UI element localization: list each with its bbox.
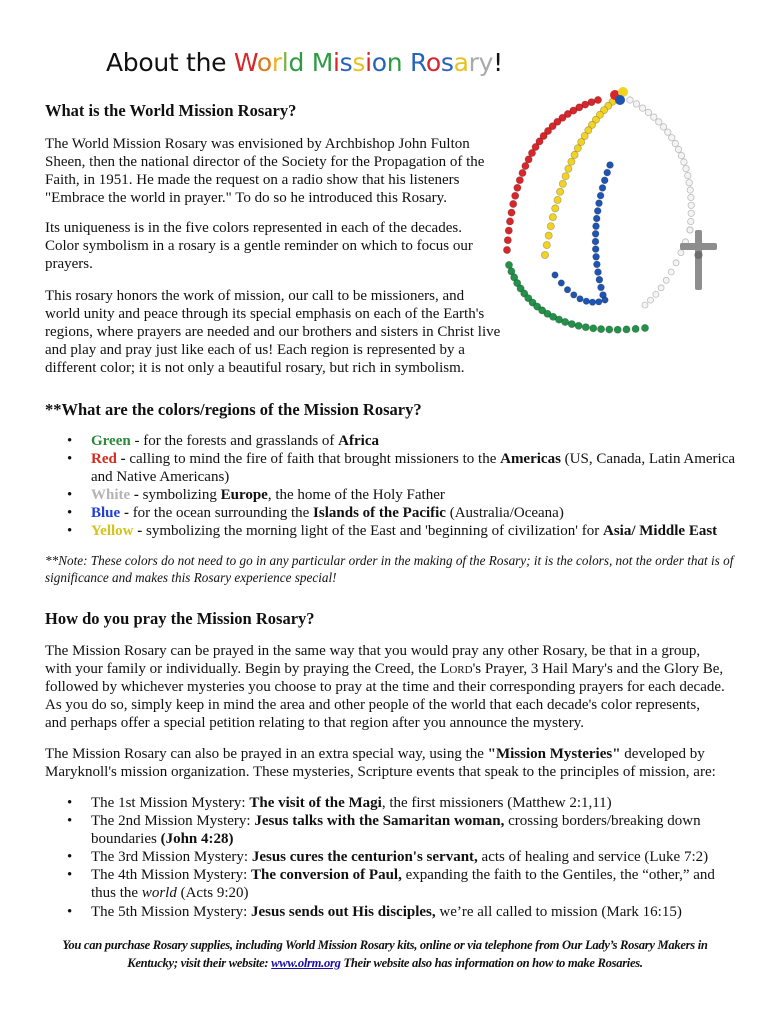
red-bead bbox=[514, 184, 521, 191]
blue-bead bbox=[599, 185, 606, 192]
page-title bbox=[106, 48, 503, 77]
mission-mystery-item bbox=[45, 812, 725, 848]
white-bead bbox=[642, 302, 648, 308]
title-letter bbox=[402, 48, 410, 77]
mission-mystery-item bbox=[45, 794, 725, 812]
title-letter: o bbox=[425, 48, 441, 77]
white-bead bbox=[673, 260, 679, 266]
green-bead bbox=[598, 326, 605, 333]
blue-bead bbox=[596, 276, 603, 283]
white-bead bbox=[627, 97, 633, 103]
text-run: Jesus sends out His disciples, bbox=[251, 903, 436, 920]
yellow-bead bbox=[565, 165, 572, 172]
green-bead bbox=[641, 324, 648, 331]
title-letter: r bbox=[271, 48, 282, 77]
text-run: , the first missioners (Matthew 2:1,11) bbox=[381, 795, 612, 811]
mission-mysteries-paragraph bbox=[45, 745, 725, 781]
white-bead bbox=[656, 119, 662, 125]
yellow-bead bbox=[559, 180, 566, 187]
blue-bead bbox=[592, 238, 599, 245]
red-bead bbox=[504, 237, 511, 244]
white-bead bbox=[633, 101, 639, 107]
text-run: Blue bbox=[91, 505, 121, 522]
text-run: we’re all called to mission (Mark 16:15) bbox=[435, 903, 682, 920]
white-bead bbox=[672, 140, 678, 146]
blue-bead bbox=[594, 208, 601, 215]
title-letter: s bbox=[352, 48, 366, 77]
mission-mystery-item bbox=[45, 866, 725, 902]
title-letter: M bbox=[311, 48, 333, 77]
white-bead bbox=[665, 129, 671, 135]
text-run: The Mission Rosary can be prayed in the same way that you would pray any other Rosary, be that in a group, with your family or individually. Begin by praying the Creed, the bbox=[45, 643, 701, 678]
yellow-bead bbox=[543, 242, 550, 249]
red-bead bbox=[503, 246, 510, 253]
title-suffix: ! bbox=[493, 48, 503, 77]
colors-note: **Note: These colors do not need to go in any particular order in the making of the Rosary; it is the colors, not the order that is of significance and makes this Rosary experience special! bbox=[45, 553, 734, 585]
yellow-bead bbox=[549, 214, 556, 221]
green-bead bbox=[614, 326, 621, 333]
text-run: (Acts 9:20) bbox=[176, 885, 249, 902]
white-bead bbox=[678, 250, 684, 256]
text-run: "Mission Mysteries" bbox=[487, 746, 621, 762]
title-colored-letters bbox=[234, 48, 493, 77]
white-bead bbox=[663, 277, 669, 283]
text-run: White bbox=[91, 487, 131, 504]
blue-bead bbox=[601, 177, 608, 184]
green-bead bbox=[568, 321, 575, 328]
title-letter: s bbox=[440, 48, 454, 77]
text-run: The Mission Rosary can also be prayed in an extra special way, using the bbox=[45, 746, 488, 762]
text-run: Jesus talks with the Samaritan woman, bbox=[254, 813, 505, 830]
blue-bead bbox=[593, 215, 600, 222]
white-bead bbox=[688, 202, 694, 208]
blue-bead bbox=[592, 230, 599, 237]
red-bead bbox=[510, 200, 517, 207]
red-bead bbox=[505, 227, 512, 234]
title-letter: W bbox=[233, 48, 257, 77]
red-bead bbox=[508, 209, 515, 216]
text-run: (Australia/Oceana) bbox=[445, 505, 564, 522]
yellow-bead bbox=[547, 223, 554, 230]
text-run: calling to mind the fire of faith that brought missioners to the bbox=[129, 451, 501, 468]
white-bead bbox=[639, 105, 645, 111]
blue-bead bbox=[596, 299, 602, 305]
blue-bead bbox=[558, 280, 564, 286]
white-bead bbox=[660, 124, 666, 130]
white-bead bbox=[651, 114, 657, 120]
green-bead bbox=[562, 318, 569, 325]
blue-bead bbox=[592, 246, 599, 253]
intro-paragraph: The World Mission Rosary was envisioned by Archbishop John Fulton Sheen, then the national director of the Society for the Propagation of the Faith, in 1951. He made the request on a radio show that his listeners "Embrace the world in prayer." To do so he introduced this Rosary. bbox=[45, 136, 485, 207]
text-run: Asia/ Middle East bbox=[603, 523, 718, 540]
text-run: Lord bbox=[440, 661, 473, 678]
yellow-bead bbox=[574, 145, 581, 152]
text-run: The visit of the Magi bbox=[249, 795, 382, 811]
title-letter: y bbox=[478, 48, 494, 77]
text-run: acts of healing and service (Luke 7:2) bbox=[477, 849, 709, 866]
title-letter bbox=[304, 48, 312, 77]
white-bead bbox=[678, 152, 684, 158]
text-run: - bbox=[133, 523, 146, 540]
white-bead bbox=[687, 227, 693, 233]
text-run: - bbox=[116, 451, 130, 468]
blue-bead bbox=[593, 223, 600, 230]
world-mission-rosary-illustration bbox=[495, 80, 735, 365]
yellow-bead bbox=[554, 196, 561, 203]
section-heading-what-is: What is the World Mission Rosary? bbox=[45, 101, 297, 120]
blue-bead bbox=[552, 272, 558, 278]
colors-regions-list bbox=[45, 432, 745, 541]
uniqueness-paragraph: Its uniqueness is in the five colors represented in each of the decades. Color symbolism in a rosary is a gentle reminder on which to focus our prayers. bbox=[45, 220, 473, 273]
color-region-item bbox=[45, 504, 745, 522]
blue-bead bbox=[593, 253, 600, 260]
text-run: Africa bbox=[338, 433, 379, 449]
white-bead bbox=[685, 172, 691, 178]
purchase-footer bbox=[40, 937, 730, 972]
footer-text-after: Their website also has information on how to make Rosaries. bbox=[340, 955, 643, 970]
white-bead bbox=[687, 187, 693, 193]
green-bead bbox=[575, 322, 582, 329]
our-father-bead bbox=[615, 95, 625, 105]
text-run: Red bbox=[91, 451, 117, 468]
color-region-item bbox=[45, 486, 745, 504]
text-run: (John 4:28) bbox=[160, 831, 234, 848]
blue-bead bbox=[597, 192, 604, 199]
green-bead bbox=[590, 325, 597, 332]
white-bead bbox=[653, 291, 659, 297]
text-run: Yellow bbox=[91, 523, 134, 540]
red-bead bbox=[522, 162, 529, 169]
white-bead bbox=[675, 146, 681, 152]
red-bead bbox=[519, 169, 526, 176]
blue-bead bbox=[583, 298, 589, 304]
title-letter: d bbox=[288, 48, 305, 77]
text-run: The 5th Mission Mystery: bbox=[91, 903, 251, 920]
text-run: Americas bbox=[500, 451, 561, 468]
color-region-item bbox=[45, 450, 745, 486]
blue-bead bbox=[577, 296, 583, 302]
blue-bead bbox=[607, 162, 614, 169]
color-region-item bbox=[45, 432, 745, 450]
blue-bead bbox=[604, 169, 611, 176]
text-run: - bbox=[130, 487, 143, 504]
text-run: world bbox=[141, 885, 177, 902]
text-run: developed by Maryknoll's mission organization. These mysteries, Scripture events that speak to the principles of mission, are: bbox=[45, 746, 716, 781]
yellow-bead bbox=[571, 151, 578, 158]
red-bead bbox=[506, 218, 513, 225]
green-bead bbox=[606, 326, 613, 333]
text-run: Green bbox=[91, 433, 131, 449]
yellow-bead bbox=[557, 188, 564, 195]
section-heading-colors: **What are the colors/regions of the Mission Rosary? bbox=[45, 400, 422, 419]
how-to-pray-paragraph bbox=[45, 642, 725, 732]
title-letter: i bbox=[365, 48, 372, 77]
mission-mystery-item bbox=[45, 848, 725, 866]
blue-bead bbox=[596, 200, 603, 207]
blue-bead bbox=[602, 297, 608, 303]
text-run: for the ocean surrounding the bbox=[132, 505, 314, 522]
white-bead bbox=[648, 297, 654, 303]
green-bead bbox=[623, 326, 630, 333]
blue-bead bbox=[571, 292, 577, 298]
yellow-bead bbox=[562, 173, 569, 180]
title-letter: i bbox=[332, 48, 340, 77]
title-letter: n bbox=[386, 48, 403, 77]
title-letter: r bbox=[468, 48, 479, 77]
yellow-bead bbox=[541, 251, 548, 258]
text-run: The conversion of Paul, bbox=[251, 867, 402, 884]
text-run: The 1st Mission Mystery: bbox=[91, 795, 250, 811]
blue-bead bbox=[595, 269, 602, 276]
text-run: The 4th Mission Mystery: bbox=[91, 867, 251, 884]
green-bead bbox=[582, 324, 589, 331]
footer-text-before: You can purchase Rosary supplies, including World Mission Rosary kits, online or via telephone from Our Lady’s Rosary Makers in Kentucky; visit their website: bbox=[62, 938, 708, 970]
mission-mysteries-list bbox=[45, 794, 725, 921]
text-run: The 3rd Mission Mystery: bbox=[91, 849, 252, 866]
white-bead bbox=[681, 159, 687, 165]
text-run: expanding the faith to the Gentiles, the “other,” and thus the bbox=[91, 867, 715, 902]
text-run: , the home of the Holy Father bbox=[267, 487, 445, 504]
text-run: - bbox=[120, 505, 133, 522]
white-bead bbox=[658, 285, 664, 291]
text-run: symbolizing the morning light of the East and 'beginning of civilization' for bbox=[146, 523, 603, 540]
white-bead bbox=[645, 109, 651, 115]
blue-bead bbox=[564, 287, 570, 293]
red-bead bbox=[512, 192, 519, 199]
olrm-website-link[interactable]: www.olrm.org bbox=[271, 955, 341, 970]
mission-paragraph: This rosary honors the work of mission, our call to be missioners, and world unity and peace through its special emphasis on each of the Earth's regions, where prayers are needed and our brothers and sisters in Christ live and play and pray just like each of us! Each region is represented by a different color; it is not only a beautiful rosary, but rich in symbolism. bbox=[45, 288, 501, 377]
white-bead bbox=[683, 166, 689, 172]
green-bead bbox=[632, 325, 639, 332]
white-bead bbox=[688, 194, 694, 200]
white-bead bbox=[668, 269, 674, 275]
yellow-bead bbox=[552, 205, 559, 212]
title-letter: l bbox=[281, 48, 289, 77]
section-heading-how-to-pray: How do you pray the Mission Rosary? bbox=[45, 609, 315, 628]
title-letter: o bbox=[256, 48, 272, 77]
text-run: The 2nd Mission Mystery: bbox=[91, 813, 255, 830]
title-letter: a bbox=[453, 48, 469, 77]
white-bead bbox=[669, 135, 675, 141]
text-run: Islands of the Pacific bbox=[313, 505, 446, 522]
yellow-bead bbox=[568, 158, 575, 165]
title-prefix: About the bbox=[106, 48, 234, 77]
title-letter: s bbox=[339, 48, 353, 77]
white-bead bbox=[686, 180, 692, 186]
color-region-item bbox=[45, 522, 745, 540]
text-run: 's Prayer, 3 Hail Mary's and the Glory Be, followed by whichever mysteries you choose to pray at the time and their corresponding prayers for each decade. As you do so, simply keep in mind the area and other people of the world that each decade's color represents, and perhaps offer a special petition relating to that region after you announce the mystery. bbox=[45, 661, 725, 732]
text-run: Jesus cures the centurion's servant, bbox=[251, 849, 478, 866]
blue-bead bbox=[594, 261, 601, 268]
white-bead bbox=[688, 210, 694, 216]
title-letter: R bbox=[409, 48, 426, 77]
mission-mystery-item bbox=[45, 903, 725, 921]
text-run: - for the forests and grasslands of bbox=[130, 433, 339, 449]
yellow-bead bbox=[545, 232, 552, 239]
red-bead bbox=[516, 177, 523, 184]
title-letter: o bbox=[371, 48, 387, 77]
text-run: Europe bbox=[220, 487, 268, 504]
red-bead bbox=[525, 156, 532, 163]
text-run: (US, Canada, Latin America and Native Americans) bbox=[91, 451, 736, 486]
blue-bead bbox=[598, 284, 605, 291]
text-run: crossing borders/breaking down boundaries bbox=[91, 813, 701, 848]
blue-bead bbox=[589, 299, 595, 305]
text-run: symbolizing bbox=[142, 487, 221, 504]
white-bead bbox=[688, 218, 694, 224]
